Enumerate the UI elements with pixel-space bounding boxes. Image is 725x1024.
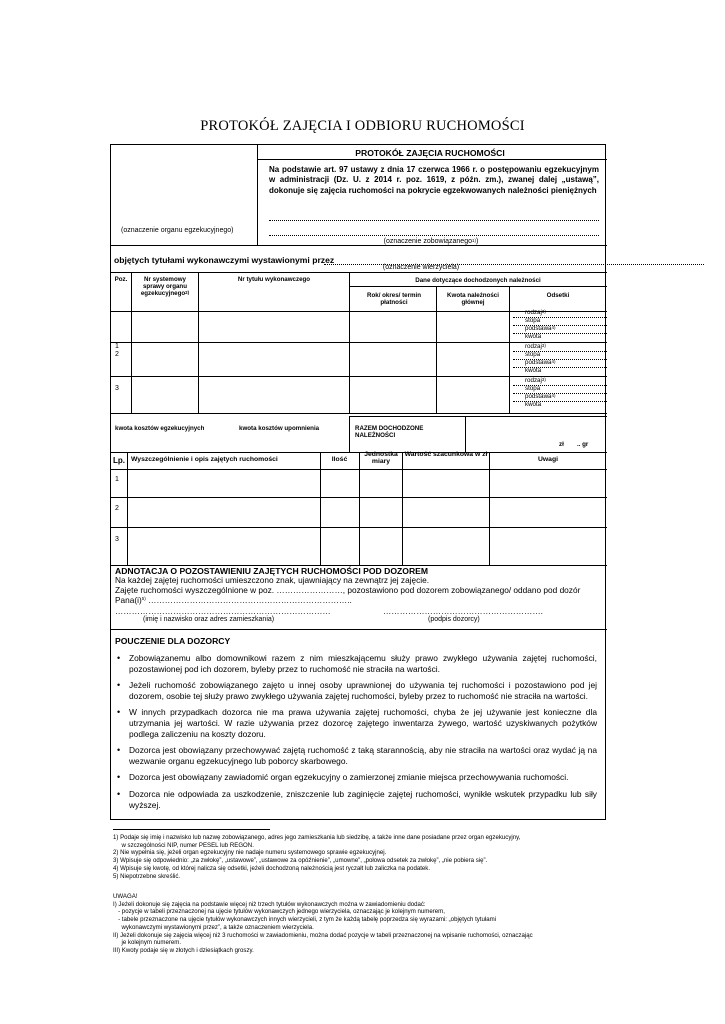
col-estimated-value: Wartość szacunkowa w zł: [404, 451, 488, 458]
total-claims-label: RAZEM DOCHODZONE NALEŻNOŚCI: [355, 425, 424, 439]
reminder-costs-label: kwota kosztów upomnienia: [239, 425, 320, 432]
debtor-caption: (oznaczenie zobowiązanego$^{1)}$): [383, 238, 479, 245]
interest-amount-label: kwota: [525, 333, 542, 340]
footnote-line: 3) Wpisuje się odpowiednio: „za zwłokę”, „ustawowe”, „ustawowe za opóźnienie”, „umowne”, „połowa odsetek za zwłokę”, „nie pobiera się”.: [113, 857, 488, 865]
currency-gr: .. gr: [577, 441, 589, 448]
footnote-line: 1) Podaje się imię i nazwisko lub nazwę zobowiązanego, adres jego zamieszkania lub siedzibę, a także inne dane posiadane przez organ egzekucyjny,: [113, 834, 521, 841]
interest-rate-label: stopa: [525, 317, 541, 324]
interest-amount-label: kwota: [525, 367, 542, 374]
protocol-form: [110, 144, 606, 820]
footnotes: [113, 834, 608, 880]
interest-rate-label: stopa: [525, 385, 541, 392]
instruction-item: • Dozorca nie odpowiada za uszkodzenie, zniszczenie lub zaginięcie zajętej ruchomości, wynikłe wskutek przypadku lub siły wyższej.: [115, 789, 597, 810]
custody-heading: ADNOTACJA O POZOSTAWIENIU ZAJĘTYCH RUCHOMOŚCI POD DOZOREM: [115, 566, 429, 576]
notes-line: - pozycje w tabeli przeznaczonej na ujęcie tytułów wykonawczych jednego wierzyciela, oznaczając je kolejnym numerem,: [113, 908, 445, 916]
titles-issued-by: objętych tytułami wykonawczymi wystawionymi przez: [114, 255, 335, 265]
currency-zl: zł: [559, 441, 564, 448]
col-case-number: Nr systemowy sprawy organu egzekucyjnego$^{2)}$: [140, 276, 190, 297]
col-unit: Jednostka miary: [364, 451, 398, 465]
custody-text-2: Zajęte ruchomości wyszczególnione w poz. ……………………, pozostawiono pod dozorem zobowiązanego/ oddano pod dozór: [115, 585, 581, 595]
footnote-line: 5) Niepotrzebne skreślić.: [113, 872, 181, 880]
col-lp: Lp.: [113, 456, 125, 465]
legal-basis-text: Na podstawie art. 97 ustawy z dnia 17 czerwca 1966 r. o postępowaniu egzekucyjnym w administracji (Dz. U. z 2014 r. poz. 1619, z późn. zm.), zwanej dalej „ustawą”, dokonuje się zajęcia ruchomości na pokrycie egzekwowanych należności pieniężnych: [269, 165, 599, 195]
col-period: Rok/ okres/ termin płatności: [367, 292, 421, 306]
interest-type-label: rodzaj$^{3)}$: [525, 309, 546, 316]
writ-row-number: 2: [115, 351, 119, 358]
writ-row-number: 1: [115, 343, 119, 350]
interest-amount-label: kwota: [525, 401, 542, 408]
notes-line: - tabele przeznaczone na ujęcie tytułów wykonawczych innych wierzycieli, z tym że każdą tabelę poprzedza się wyrazami: „objętych tytułami: [113, 916, 497, 924]
col-quantity: Ilość: [331, 456, 348, 463]
col-interest: Odsetki: [546, 292, 570, 299]
footnote-line: 2) Nie wypełnia się, jeżeli organ egzekucyjny nie nadaje numeru systemowego sprawie egzekucyjnej.: [113, 849, 387, 857]
instruction-list: [115, 653, 597, 816]
protocol-heading: PROTOKÓŁ ZAJĘCIA RUCHOMOŚCI: [355, 148, 505, 158]
notes-heading: UWAGA!: [113, 893, 138, 900]
organ-caption: (oznaczenie organu egzekucyjnego): [121, 227, 234, 234]
col-poz: Poz.: [114, 276, 128, 283]
notes-line: II) Jeżeli dokonuje się zajęcia więcej niż 3 ruchomości w zawiadomieniu, można dodać pozycje w tabeli przeznaczonej na wpisanie ruchomości, oznaczając: [113, 931, 533, 939]
custodian-name-caption: (imię i nazwisko oraz adres zamieszkania): [143, 616, 275, 623]
custodian-signature-caption: (podpis dozorcy): [428, 616, 480, 623]
interest-type-label: rodzaj$^{3)}$: [525, 343, 546, 350]
item-row-number: 2: [115, 505, 119, 512]
col-claims-data: Dane dotyczące dochodzonych należności: [415, 277, 541, 284]
instruction-item: • Dozorca jest obowiązany przechowywać zajętą ruchomość z taką starannością, aby nie straciła na wartości oraz wydać ją na wezwanie organu egzekucyjnego lub poborcy skarbowego.: [115, 745, 597, 766]
custody-dots-left: ……………………………………………………………………: [115, 606, 331, 616]
creditor-caption: (oznaczenie wierzyciela): [382, 264, 460, 271]
instruction-item: • Jeżeli ruchomość zobowiązanego zajęto u innej osoby uprawnionej do używania tej ruchomości i pozostawiono pod jej dozorem, osobie tej służy prawo zwykłego używania zajętej ruchomości, byleby przez to ruchomość nie straciła na wartości.: [115, 680, 597, 701]
notes-line: III) Kwoty podaje się w złotych i dziesiątkach groszy.: [113, 946, 254, 954]
interest-type-label: rodzaj$^{3)}$: [525, 377, 546, 384]
item-row-number: 3: [115, 536, 119, 543]
interest-basis-label: podstawa$^{4)}$: [525, 393, 556, 400]
instruction-item: • W innych przypadkach dozorca nie ma prawa używania zajętej ruchomości, chyba że jej używanie jest konieczne dla utrzymania jej wartości. W razie używania przez dozorcę zajętego inwentarza żywego, wartość uzyskiwanych pożytków podlega zaliczeniu na koszty dozoru.: [115, 707, 597, 739]
footnote-line: 4) Wpisuje się kwotę, od której nalicza się odsetki, jeżeli dochodzoną należnością jest ryczałt lub zaliczka na podatek.: [113, 864, 431, 872]
footnote-line: w szczególności NIP, numer PESEL lub REGON.: [113, 841, 254, 849]
footnote-separator: [113, 829, 270, 830]
instruction-heading: POUCZENIE DLA DOZORCY: [115, 636, 231, 646]
col-writ-number: Nr tytułu wykonawczego: [237, 276, 311, 283]
enforcement-costs-label: kwota kosztów egzekucyjnych: [115, 425, 205, 432]
item-row-number: 1: [115, 476, 119, 483]
notes-line: je kolejnym numerem.: [113, 939, 182, 947]
custody-text-3: $Pana(i)^{5)}$ ………………………………………………………………..: [115, 595, 352, 605]
col-principal: Kwota należności głównej: [447, 292, 499, 306]
document-title: PROTOKÓŁ ZAJĘCIA I ODBIORU RUCHOMOŚCI: [200, 118, 525, 134]
custody-dots-right: ………………………………………………….: [383, 606, 543, 616]
writ-row-number: 3: [115, 385, 119, 392]
interest-rate-label: stopa: [525, 351, 541, 358]
notes-line: wykonawczymi wystawionymi przez”, a także oznaczeniem wierzyciela.: [113, 923, 314, 931]
col-notes: Uwagi: [537, 456, 559, 463]
instruction-item: • Zobowiązanemu albo domownikowi razem z nim mieszkającemu służy prawo zwykłego używania zajętej ruchomości, pozostawionej pod ich dozorem, byleby przez to ruchomość nie straciła na wartości.: [115, 653, 597, 674]
custody-text-1: Na każdej zajętej ruchomości umieszczono znak, ujawniający na zewnątrz jej zajęcie.: [115, 575, 430, 585]
interest-basis-label: podstawa$^{4)}$: [525, 325, 556, 332]
col-item-description: Wyszczególnienie i opis zajętych ruchomości: [131, 456, 278, 463]
notes-block: [113, 893, 608, 955]
notes-line: I) Jeżeli dokonuje się zajęcia na podstawie więcej niż trzech tytułów wykonawczych można w zawiadomieniu dodać:: [113, 900, 426, 908]
interest-basis-label: podstawa$^{4)}$: [525, 359, 556, 366]
instruction-item: • Dozorca jest obowiązany zawiadomić organ egzekucyjny o zamierzonej zmianie miejsca przechowywania ruchomości.: [115, 772, 597, 783]
